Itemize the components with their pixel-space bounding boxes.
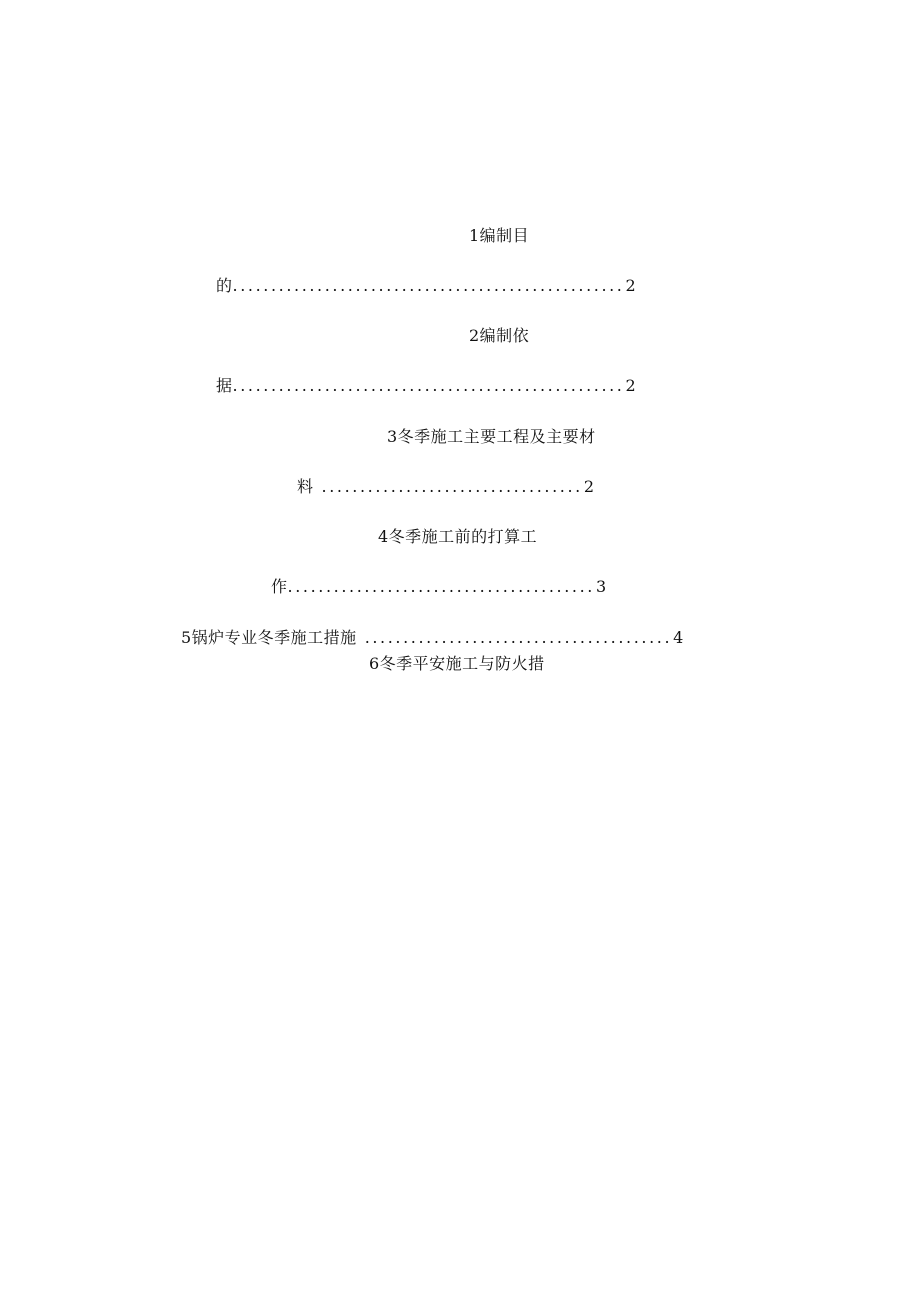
toc-entry-3-head: 3冬季施工主要工程及主要材 <box>387 427 596 446</box>
toc-entry-2-tail[interactable] <box>216 376 636 396</box>
toc-entry-4-tail[interactable] <box>271 577 607 597</box>
toc-entry-2-page: 2 <box>625 376 637 395</box>
toc-entry-3-page: 2 <box>583 477 595 496</box>
toc-entry-1-tail[interactable] <box>216 276 636 296</box>
toc-entry-1-leader: ................................................... <box>232 276 625 295</box>
toc-entry-4-text: 作 <box>271 577 288 596</box>
toc-entry-1-page: 2 <box>625 276 637 295</box>
toc-entry-4-page: 3 <box>595 577 607 596</box>
toc-entry-1-text: 的 <box>216 276 233 295</box>
toc-entry-5-page: 4 <box>673 628 684 647</box>
toc-entry-6-head: 6冬季平安施工与防火措 <box>369 654 545 673</box>
toc-entry-5[interactable] <box>181 628 684 648</box>
toc-entry-5-leader: ........................................ <box>364 628 673 647</box>
toc-entry-2-head: 2编制依 <box>469 326 530 345</box>
toc-entry-2-text: 据 <box>216 376 233 395</box>
toc-entry-4-leader: ........................................ <box>287 577 595 596</box>
toc-entry-4-head: 4冬季施工前的打算工 <box>378 527 538 546</box>
toc-entry-3-leader: .................................. <box>321 477 583 496</box>
toc-entry-2-leader: ................................................... <box>232 376 625 395</box>
toc-entry-3-text: 料 <box>297 477 314 496</box>
toc-entry-5-text: 5锅炉专业冬季施工措施 <box>181 628 357 647</box>
toc-entry-1-head: 1编制目 <box>469 226 530 245</box>
toc-entry-3-tail[interactable] <box>297 477 595 497</box>
